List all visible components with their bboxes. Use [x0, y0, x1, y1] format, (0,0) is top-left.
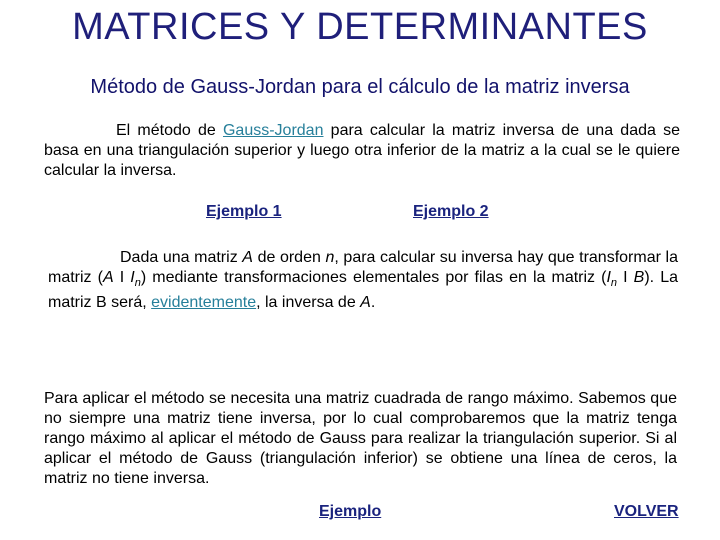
intro-text-before-link: El método de	[116, 122, 223, 139]
method-paragraph: Para aplicar el método se necesita una matriz cuadrada de rango máximo. Sabemos que no siempre una matriz tiene inversa, por lo cual comprobaremos que la matriz tenga rango máximo al aplicar el método de Gauss para realizar la triangulación superior. Si al aplicar el método de Gauss (triangulación inferior) se obtiene una línea de ceros, la matriz no tiene inversa.	[44, 390, 677, 487]
identity-matrix-symbol: I	[606, 269, 611, 286]
definition-text: I	[617, 269, 634, 286]
page-title: MATRICES Y DETERMINANTES	[72, 6, 648, 48]
ejemplo-2-link[interactable]: Ejemplo 2	[413, 203, 489, 220]
definition-text: ). La matriz B será,	[48, 269, 678, 312]
definition-text: de orden	[252, 249, 326, 266]
matrix-a-symbol: A	[360, 294, 371, 312]
volver-button[interactable]: VOLVER	[614, 503, 679, 520]
definition-paragraph	[48, 248, 678, 313]
identity-subscript: n	[610, 277, 618, 290]
identity-matrix-symbol: I	[130, 269, 135, 286]
evidentemente-link[interactable]: evidentemente	[151, 294, 257, 312]
gauss-jordan-link[interactable]: Gauss-Jordan	[222, 122, 324, 139]
ejemplo-link[interactable]: Ejemplo	[319, 503, 382, 520]
definition-text: Dada una matriz	[120, 249, 243, 266]
order-n-symbol: n	[325, 249, 335, 266]
matrix-a-symbol: A	[242, 249, 253, 266]
matrix-b-symbol: B	[633, 269, 645, 286]
intro-paragraph	[44, 121, 680, 181]
intro-text-after-link: para calcular la matriz inversa de una dada se basa en una triangulación superior y luego otra inferior de la matriz a la cual se le quiere calcular la inversa.	[44, 122, 680, 179]
definition-text: ) mediante transformaciones elementales por filas en la matriz (	[140, 269, 607, 286]
definition-text: , la inversa de	[256, 294, 361, 312]
page-subtitle: Método de Gauss-Jordan para el cálculo de la matriz inversa	[90, 76, 630, 98]
definition-text: , para calcular su inversa hay que transformar la matriz (	[48, 249, 678, 286]
definition-text: .	[370, 294, 376, 312]
matrix-a-symbol: A	[102, 269, 114, 286]
definition-text: I	[113, 269, 131, 286]
ejemplo-1-link[interactable]: Ejemplo 1	[206, 203, 282, 220]
identity-subscript: n	[134, 277, 141, 290]
